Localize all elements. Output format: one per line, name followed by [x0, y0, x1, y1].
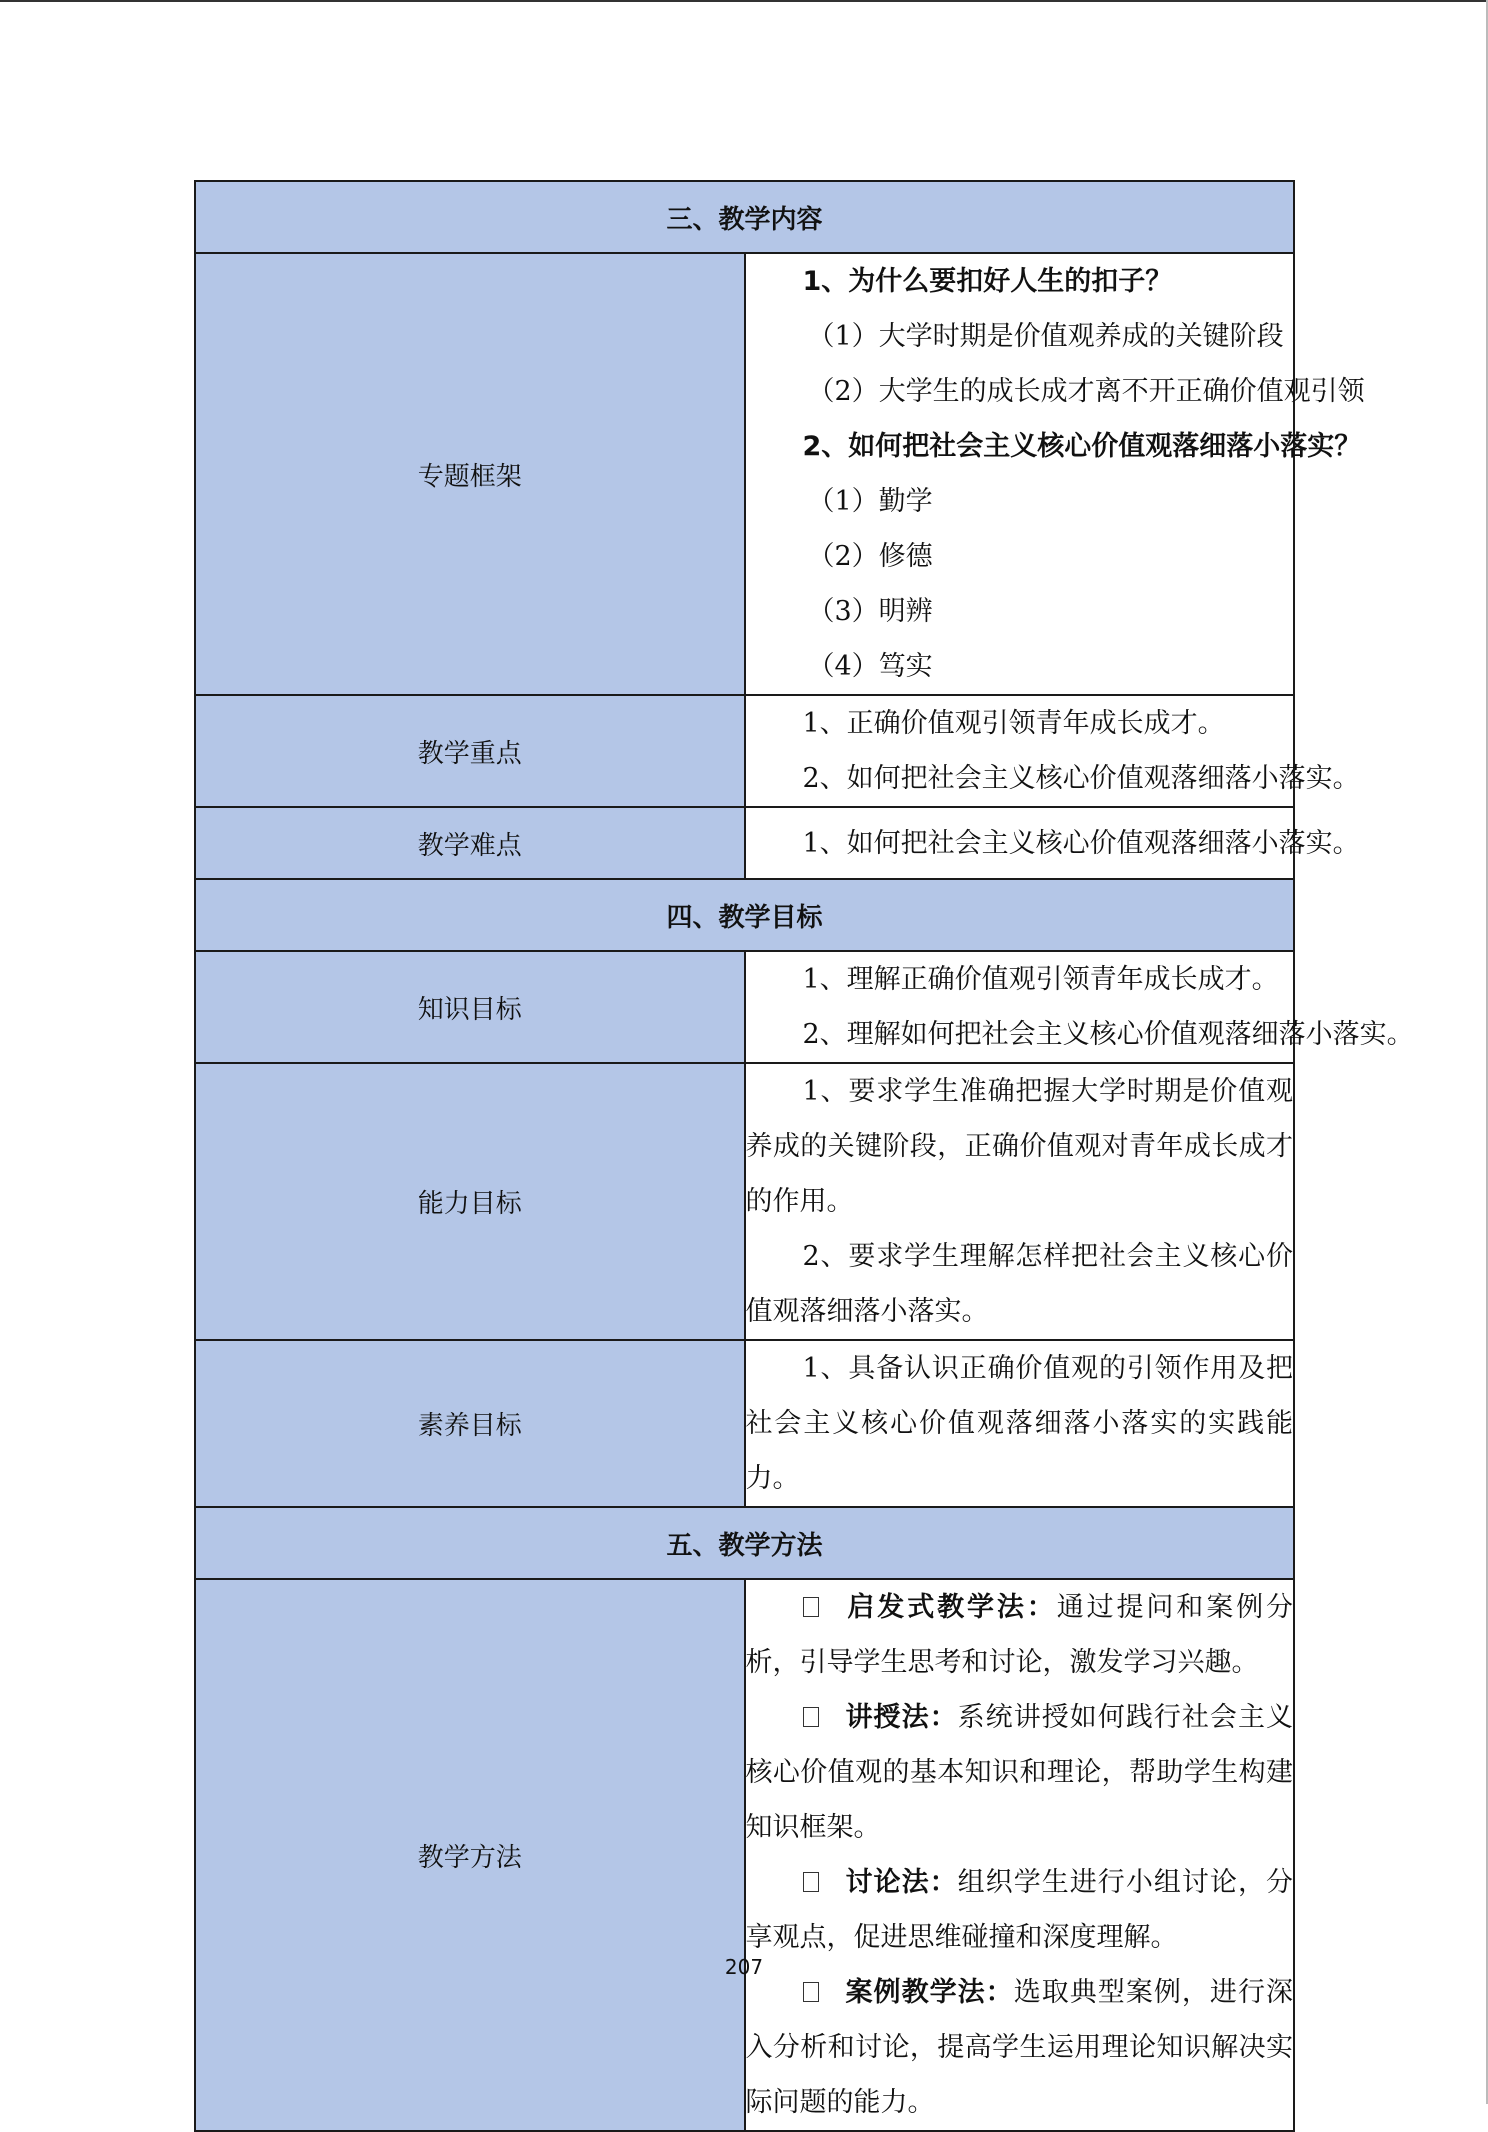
focus-item: 1、正确价值观引领青年成长成才。: [802, 708, 1225, 739]
label-knowledge: 知识目标: [195, 951, 745, 1063]
knowledge-item: 1、理解正确价值观引领青年成长成才。: [802, 964, 1279, 995]
label-framework: 专题框架: [195, 253, 745, 695]
method-text: 系统讲授如何践行社会主义核心价值观的基本知识和理论，帮助学生构建知识框架。: [745, 1702, 1293, 1843]
literacy-content: [745, 1340, 1295, 1507]
method-name: 案例教学法：: [844, 1977, 1014, 2008]
framework-question-1: 1、为什么要扣好人生的扣子？: [802, 266, 1173, 297]
method-name: 讲授法：: [844, 1702, 958, 1733]
method-name: 启发式教学法：: [844, 1592, 1057, 1623]
framework-q2-item: （3）明辨: [807, 596, 933, 627]
page-number: 207: [724, 1955, 764, 1979]
section-header-teaching-methods: 五、教学方法: [195, 1507, 1294, 1579]
ability-content: [745, 1063, 1295, 1340]
method-item: [746, 1580, 1294, 1690]
ability-item: 1、要求学生准确把握大学时期是价值观养成的关键阶段，正确价值观对青年成长成才的作用。: [745, 1076, 1293, 1217]
page-top-border: [0, 0, 1488, 2]
framework-q2-item: （4）笃实: [807, 651, 933, 682]
framework-q1-item: （2）大学生的成长成才离不开正确价值观引领: [807, 376, 1365, 407]
section-header-teaching-content: 三、教学内容: [195, 181, 1294, 253]
bullet-square-icon: [803, 1982, 819, 2002]
focus-content: [745, 695, 1360, 807]
method-text: 选取典型案例，进行深入分析和讨论，提高学生运用理论知识解决实际问题的能力。: [745, 1977, 1293, 2118]
literacy-item: 1、具备认识正确价值观的引领作用及把社会主义核心价值观落细落小落实的实践能力。: [745, 1353, 1293, 1494]
method-item: [746, 1690, 1294, 1855]
bullet-square-icon: [803, 1707, 819, 1727]
method-item: [746, 1855, 1294, 1965]
ability-item: 2、要求学生理解怎样把社会主义核心价值观落细落小落实。: [745, 1241, 1293, 1327]
bullet-square-icon: [803, 1597, 819, 1617]
knowledge-item: 2、理解如何把社会主义核心价值观落细落小落实。: [802, 1019, 1414, 1050]
framework-q2-item: （1）勤学: [807, 486, 933, 517]
bullet-square-icon: [803, 1872, 819, 1892]
methods-content: [745, 1579, 1295, 2131]
method-text: 组织学生进行小组讨论，分享观点，促进思维碰撞和深度理解。: [745, 1867, 1293, 1953]
section-header-teaching-goals: 四、教学目标: [195, 879, 1294, 951]
label-literacy: 素养目标: [195, 1340, 745, 1507]
knowledge-content: [745, 951, 1414, 1063]
focus-item: 2、如何把社会主义核心价值观落细落小落实。: [802, 763, 1360, 794]
difficulty-item: 1、如何把社会主义核心价值观落细落小落实。: [802, 827, 1360, 859]
framework-q2-item: （2）修德: [807, 541, 933, 572]
method-name: 讨论法：: [844, 1867, 958, 1898]
lesson-plan-table: [194, 180, 1414, 2132]
framework-q1-item: （1）大学时期是价值观养成的关键阶段: [807, 321, 1284, 352]
label-focus: 教学重点: [195, 695, 745, 807]
label-difficulty: 教学难点: [195, 807, 745, 879]
label-ability: 能力目标: [195, 1063, 745, 1340]
label-methods: 教学方法: [195, 1579, 745, 2131]
framework-question-2: 2、如何把社会主义核心价值观落细落小落实？: [802, 431, 1362, 462]
difficulty-content: [745, 807, 1360, 879]
method-text: 通过提问和案例分析，引导学生思考和讨论，激发学习兴趣。: [745, 1592, 1294, 1678]
framework-content: [745, 253, 1365, 695]
method-item: [746, 1965, 1294, 2130]
